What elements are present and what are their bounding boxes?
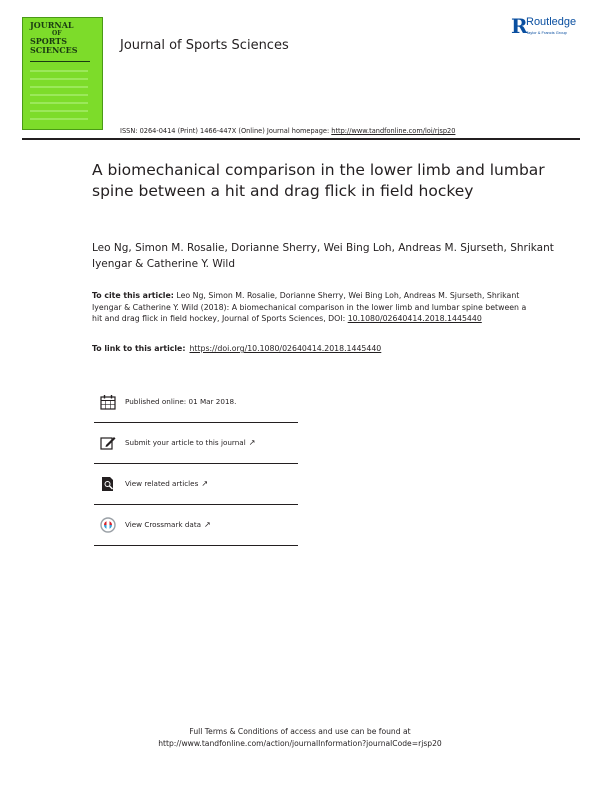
journal-name[interactable]: Journal of Sports Sciences — [120, 38, 289, 53]
terms-text: Full Terms & Conditions of access and use can be found at — [189, 727, 411, 736]
publisher-logo[interactable] — [511, 15, 591, 41]
cite-doi-link[interactable]: 10.1080/02640414.2018.1445440 — [347, 314, 482, 323]
link-label: To link to this article: — [92, 344, 186, 353]
article-info-block — [94, 382, 298, 546]
submit-row[interactable] — [94, 423, 298, 464]
edit-icon — [100, 435, 116, 451]
article-authors: Leo Ng, Simon M. Rosalie, Dorianne Sherry, Wei Bing Loh, Andreas M. Sjurseth, Shrikant Iyengar & Catherine Y. Wild — [92, 242, 554, 270]
routledge-icon: R — [511, 14, 528, 38]
crossmark-link[interactable]: View Crossmark data — [125, 520, 202, 529]
article-doi-link[interactable]: https://doi.org/10.1080/02640414.2018.1445440 — [189, 344, 382, 353]
external-link-icon: ↗ — [248, 438, 256, 447]
crossmark-icon — [100, 517, 116, 533]
journal-cover — [22, 17, 103, 130]
journal-homepage-link[interactable]: http://www.tandfonline.com/loi/rjsp20 — [331, 127, 456, 135]
terms-link[interactable]: http://www.tandfonline.com/action/journalInformation?journalCode=rjsp20 — [158, 739, 442, 748]
external-link-icon: ↗ — [201, 479, 209, 488]
publisher-tagline: Taylor & Francis Group — [526, 30, 567, 35]
cite-text: Leo Ng, Simon M. Rosalie, Dorianne Sherry, Wei Bing Loh, Andreas M. Sjurseth, Shrikant Iyengar & Catherine Y. Wild (2018): A biomechanical comparison in the lower limb and lumbar spine between a hit and drag flick in field hockey, Journal of Sports Sciences, DOI: — [92, 291, 527, 323]
published-date: Published online: 01 Mar 2018. — [125, 397, 237, 406]
cover-title: JOURNAL OF SPORTS SCIENCES — [30, 20, 78, 55]
terms-footer — [0, 726, 600, 750]
search-document-icon — [100, 476, 116, 492]
related-articles-link[interactable]: View related articles — [125, 479, 199, 488]
crossmark-row[interactable] — [94, 505, 298, 546]
header-divider — [22, 138, 580, 140]
external-link-icon: ↗ — [204, 520, 211, 529]
article-link — [92, 344, 381, 353]
published-row — [94, 382, 298, 423]
calendar-icon — [100, 394, 116, 410]
related-row[interactable] — [94, 464, 298, 505]
cover-rule — [30, 61, 90, 62]
article-title: A biomechanical comparison in the lower limb and lumbar spine between a hit and drag flick in field hockey — [92, 161, 545, 200]
citation — [92, 290, 532, 325]
publisher-name: Routledge — [526, 16, 577, 28]
issn-text: ISSN: 0264-0414 (Print) 1466-447X (Online) Journal homepage: — [120, 127, 332, 135]
submit-article-link[interactable]: Submit your article to this journal — [125, 438, 246, 447]
cite-label: To cite this article: — [92, 291, 174, 300]
issn-line — [120, 127, 455, 135]
